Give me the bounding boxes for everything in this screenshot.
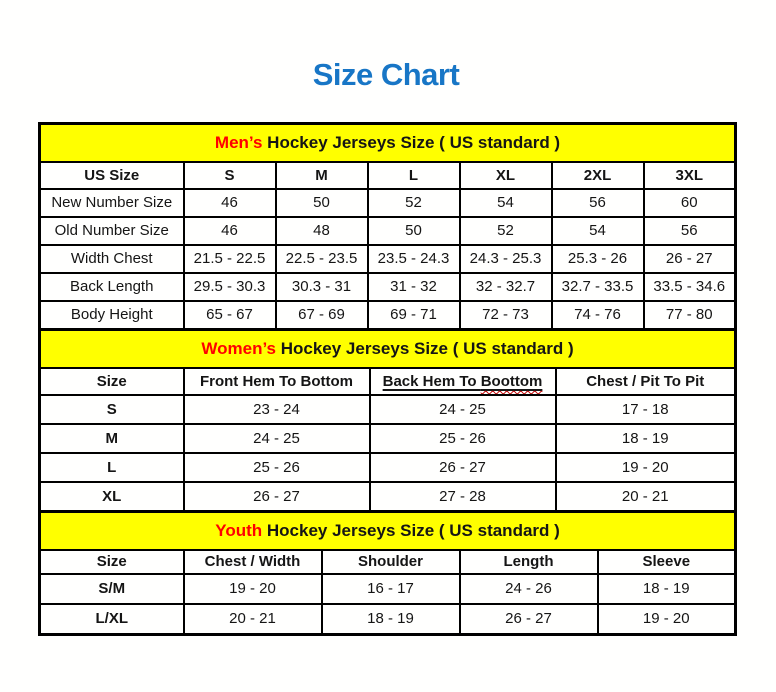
youth-row: [40, 604, 736, 635]
women-value-cell: 25 - 26: [184, 453, 370, 482]
men-col-header: XL: [460, 162, 552, 189]
women-band-rest: Hockey Jerseys Size ( US standard ): [276, 339, 574, 359]
youth-value-cell: 19 - 20: [598, 604, 736, 635]
men-value-cell: 54: [552, 217, 644, 245]
men-section-title: [40, 124, 736, 163]
men-value-cell: 74 - 76: [552, 301, 644, 330]
youth-header-row: [40, 550, 736, 574]
women-value-cell: 26 - 27: [184, 482, 370, 512]
men-value-cell: 72 - 73: [460, 301, 552, 330]
women-col-header: [370, 368, 556, 395]
youth-band-highlight: Youth: [215, 521, 263, 541]
men-col-header: 2XL: [552, 162, 644, 189]
men-value-cell: 56: [552, 189, 644, 217]
men-value-cell: 26 - 27: [644, 245, 736, 273]
men-col-header: US Size: [40, 162, 184, 189]
men-col-header: S: [184, 162, 276, 189]
women-value-cell: 19 - 20: [556, 453, 736, 482]
men-value-cell: 21.5 - 22.5: [184, 245, 276, 273]
women-header-row: [40, 368, 736, 395]
men-value-cell: 30.3 - 31: [276, 273, 368, 301]
youth-col-header: Chest / Width: [184, 550, 322, 574]
men-value-cell: 24.3 - 25.3: [460, 245, 552, 273]
size-chart-tables: [38, 122, 734, 636]
women-col-header: Chest / Pit To Pit: [556, 368, 736, 395]
men-row-label: Old Number Size: [40, 217, 184, 245]
men-value-cell: 50: [276, 189, 368, 217]
youth-size-table: [38, 510, 737, 636]
women-section-title: [40, 330, 736, 369]
men-row: [40, 189, 736, 217]
women-col-header: Size: [40, 368, 184, 395]
youth-row-label: L/XL: [40, 604, 184, 635]
men-col-header: L: [368, 162, 460, 189]
women-value-cell: 17 - 18: [556, 395, 736, 424]
men-value-cell: 50: [368, 217, 460, 245]
women-band-row: [40, 330, 736, 369]
underlined-header-text: Back Hem To Boottom: [382, 372, 543, 390]
men-value-cell: 23.5 - 24.3: [368, 245, 460, 273]
men-value-cell: 22.5 - 23.5: [276, 245, 368, 273]
men-row: [40, 273, 736, 301]
youth-value-cell: 20 - 21: [184, 604, 322, 635]
men-value-cell: 46: [184, 217, 276, 245]
men-value-cell: 56: [644, 217, 736, 245]
men-col-header: 3XL: [644, 162, 736, 189]
men-value-cell: 46: [184, 189, 276, 217]
youth-value-cell: 16 - 17: [322, 574, 460, 604]
men-row-label: Width Chest: [40, 245, 184, 273]
page-title: Size Chart: [312, 57, 460, 92]
men-row-label: Body Height: [40, 301, 184, 330]
men-value-cell: 52: [460, 217, 552, 245]
men-value-cell: 33.5 - 34.6: [644, 273, 736, 301]
youth-row-label: S/M: [40, 574, 184, 604]
youth-col-header: Shoulder: [322, 550, 460, 574]
women-row: [40, 453, 736, 482]
mens-size-table: [38, 122, 737, 331]
women-row-label: M: [40, 424, 184, 453]
youth-value-cell: 19 - 20: [184, 574, 322, 604]
women-value-cell: 20 - 21: [556, 482, 736, 512]
women-row: [40, 482, 736, 512]
men-band-highlight: Men’s: [214, 133, 263, 153]
men-row-label: Back Length: [40, 273, 184, 301]
youth-col-header: Sleeve: [598, 550, 736, 574]
men-value-cell: 48: [276, 217, 368, 245]
youth-value-cell: 18 - 19: [322, 604, 460, 635]
men-value-cell: 69 - 71: [368, 301, 460, 330]
men-value-cell: 52: [368, 189, 460, 217]
youth-value-cell: 26 - 27: [460, 604, 598, 635]
misspelled-word: Boottom: [480, 372, 543, 390]
youth-section-title: [40, 512, 736, 551]
womens-size-table: [38, 328, 737, 513]
men-value-cell: 67 - 69: [276, 301, 368, 330]
men-value-cell: 32.7 - 33.5: [552, 273, 644, 301]
women-value-cell: 26 - 27: [370, 453, 556, 482]
youth-band-rest: Hockey Jerseys Size ( US standard ): [262, 521, 560, 541]
men-value-cell: 60: [644, 189, 736, 217]
women-row: [40, 424, 736, 453]
men-value-cell: 29.5 - 30.3: [184, 273, 276, 301]
men-header-row: [40, 162, 736, 189]
youth-col-header: Size: [40, 550, 184, 574]
women-value-cell: 18 - 19: [556, 424, 736, 453]
men-value-cell: 31 - 32: [368, 273, 460, 301]
men-row: [40, 245, 736, 273]
youth-col-header: Length: [460, 550, 598, 574]
men-row: [40, 217, 736, 245]
women-row-label: XL: [40, 482, 184, 512]
women-row-label: L: [40, 453, 184, 482]
women-value-cell: 25 - 26: [370, 424, 556, 453]
women-value-cell: 24 - 25: [370, 395, 556, 424]
men-col-header: M: [276, 162, 368, 189]
women-band-highlight: Women’s: [201, 339, 276, 359]
men-value-cell: 25.3 - 26: [552, 245, 644, 273]
youth-value-cell: 24 - 26: [460, 574, 598, 604]
men-value-cell: 65 - 67: [184, 301, 276, 330]
men-band-row: [40, 124, 736, 163]
women-col-header: Front Hem To Bottom: [184, 368, 370, 395]
men-band-rest: Hockey Jerseys Size ( US standard ): [262, 133, 561, 153]
youth-band-row: [40, 512, 736, 551]
women-row: [40, 395, 736, 424]
men-value-cell: 77 - 80: [644, 301, 736, 330]
men-value-cell: 54: [460, 189, 552, 217]
youth-row: [40, 574, 736, 604]
women-row-label: S: [40, 395, 184, 424]
women-value-cell: 23 - 24: [184, 395, 370, 424]
men-row-label: New Number Size: [40, 189, 184, 217]
men-row: [40, 301, 736, 330]
women-value-cell: 27 - 28: [370, 482, 556, 512]
women-value-cell: 24 - 25: [184, 424, 370, 453]
youth-value-cell: 18 - 19: [598, 574, 736, 604]
men-value-cell: 32 - 32.7: [460, 273, 552, 301]
